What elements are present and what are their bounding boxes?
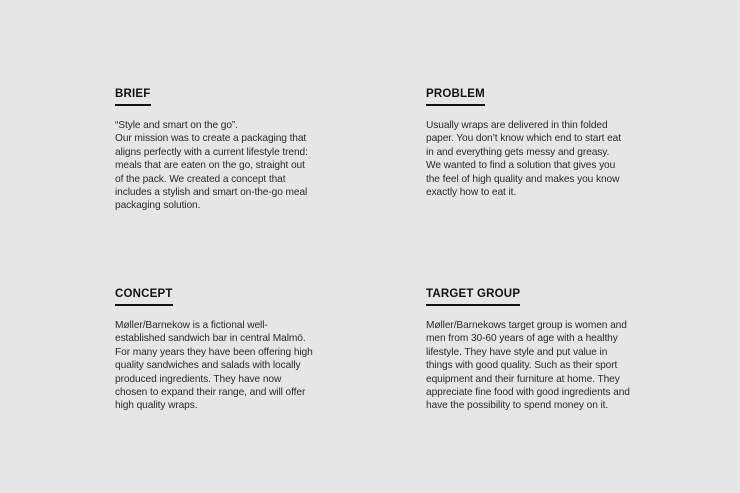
target-group-text: Møller/Barnekows target group is women and men from 30-60 years of age with a healthy lifestyle. They have style and put value in things with good quality. Such as their sport equipment and their furniture at home. They appreciate fine food with good ingredients and have the possibility to spend money on it. — [426, 320, 630, 412]
brief-heading: BRIEF — [115, 88, 151, 106]
concept-body — [115, 319, 315, 413]
brief-tagline: “Style and smart on the go”. — [115, 120, 238, 131]
concept-section — [115, 284, 315, 413]
target-group-body — [426, 319, 631, 413]
concept-heading: CONCEPT — [115, 288, 173, 306]
problem-heading: PROBLEM — [426, 88, 485, 106]
target-group-heading: TARGET GROUP — [426, 288, 520, 306]
brief-body — [115, 119, 315, 213]
target-group-section — [426, 284, 631, 413]
problem-section — [426, 84, 626, 199]
brief-text: Our mission was to create a packaging that aligns perfectly with a current lifestyle trend: meals that are eaten on the go, straight out of the pack. We created a concept that includes a stylish and smart on-the-go meal packaging solution. — [115, 133, 308, 212]
problem-body — [426, 119, 626, 199]
brief-section — [115, 84, 315, 213]
problem-text: Usually wraps are delivered in thin folded paper. You don’t know which end to start eat in and everything gets messy and greasy. We wanted to find a solution that gives you the feel of high quality and makes you know exactly how to eat it. — [426, 120, 621, 199]
concept-text: Møller/Barnekow is a fictional well-established sandwich bar in central Malmö. For many years they have been offering high quality sandwiches and salads with locally produced ingredients. They have now chosen to expand their range, and will offer high quality wraps. — [115, 320, 313, 412]
